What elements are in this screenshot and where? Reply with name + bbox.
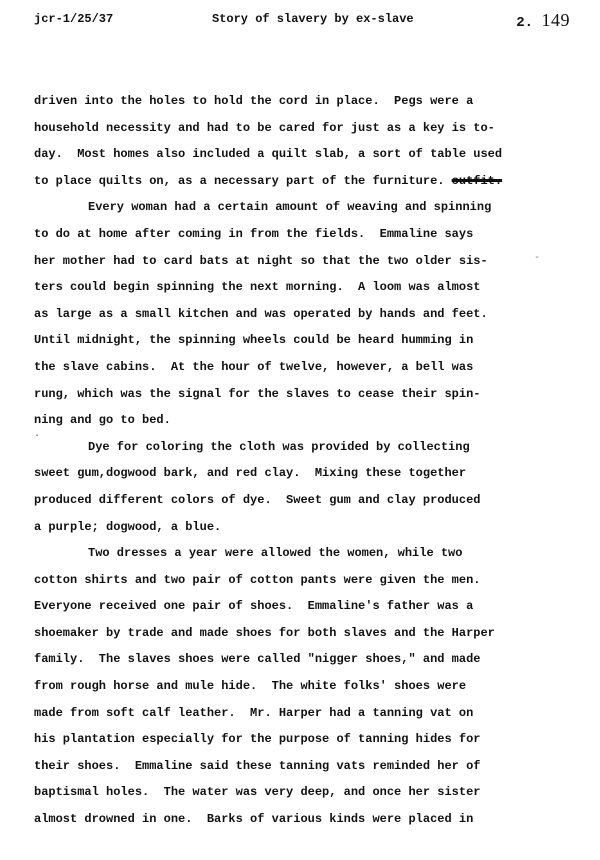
text-line bbox=[34, 301, 564, 328]
text-line bbox=[34, 726, 564, 753]
text-line bbox=[34, 354, 564, 381]
text-line bbox=[34, 88, 564, 115]
text-line-content: produced different colors of dye. Sweet gum and clay produced bbox=[34, 492, 481, 507]
text-line bbox=[34, 487, 564, 514]
body-text bbox=[34, 88, 564, 833]
text-line-content: ters could begin spinning the next morning. A loom was almost bbox=[34, 280, 481, 295]
text-line bbox=[34, 460, 564, 487]
page-number bbox=[516, 10, 570, 31]
text-line bbox=[34, 168, 564, 195]
text-line-content: Dye for coloring the cloth was provided by collecting bbox=[88, 439, 470, 454]
text-line-content: Until midnight, the spinning wheels could be heard humming in bbox=[34, 333, 474, 348]
text-line-content: family. The slaves shoes were called "nigger shoes," and made bbox=[34, 652, 481, 667]
text-line bbox=[34, 274, 564, 301]
text-line bbox=[34, 221, 564, 248]
text-line-content: baptismal holes. The water was very deep, and once her sister bbox=[34, 785, 481, 800]
text-line bbox=[34, 700, 564, 727]
text-line bbox=[34, 248, 564, 275]
text-line-content: as large as a small kitchen and was operated by hands and feet. bbox=[34, 306, 488, 321]
text-line-content: his plantation especially for the purpose of tanning hides for bbox=[34, 732, 481, 747]
text-line bbox=[34, 593, 564, 620]
text-line bbox=[34, 567, 564, 594]
header-title: Story of slavery by ex-slave bbox=[212, 12, 414, 26]
text-line-content: Everyone received one pair of shoes. Emmaline's father was a bbox=[34, 599, 474, 614]
margin-tick: · bbox=[34, 431, 41, 442]
text-line-content: from rough horse and mule hide. The white folks' shoes were bbox=[34, 679, 467, 694]
text-line bbox=[34, 327, 564, 354]
text-line-content: household necessity and had to be cared for just as a key is to- bbox=[34, 120, 495, 135]
paragraph-start-line bbox=[34, 194, 564, 221]
text-line-content: the slave cabins. At the hour of twelve, however, a bell was bbox=[34, 359, 474, 374]
text-line bbox=[34, 806, 564, 833]
text-line-content: rung, which was the signal for the slaves to cease their spin- bbox=[34, 386, 481, 401]
text-line-content: ning and go to bed. bbox=[34, 413, 171, 428]
text-line bbox=[34, 779, 564, 806]
text-line-content: Two dresses a year were allowed the women, while two bbox=[88, 546, 463, 561]
text-line-content: Every woman had a certain amount of weaving and spinning bbox=[88, 200, 492, 215]
text-line-content: sweet gum,dogwood bark, and red clay. Mixing these together bbox=[34, 466, 467, 481]
text-line-content: their shoes. Emmaline said these tanning vats reminded her of bbox=[34, 758, 481, 773]
page-number-stamp: 149 bbox=[541, 10, 570, 30]
page-header bbox=[0, 10, 600, 32]
page-prefix: 2. bbox=[516, 15, 534, 31]
text-line-content: cotton shirts and two pair of cotton pants were given the men. bbox=[34, 572, 481, 587]
text-line bbox=[34, 115, 564, 142]
text-line-content: to do at home after coming in from the fields. Emmaline says bbox=[34, 226, 474, 241]
text-line bbox=[34, 673, 564, 700]
text-line bbox=[34, 646, 564, 673]
text-line-content: made from soft calf leather. Mr. Harper had a tanning vat on bbox=[34, 705, 474, 720]
text-line bbox=[34, 407, 564, 434]
paragraph-start-line bbox=[34, 540, 564, 567]
text-line bbox=[34, 620, 564, 647]
text-line-content: day. Most homes also included a quilt slab, a sort of table used bbox=[34, 147, 503, 162]
text-line-content: shoemaker by trade and made shoes for both slaves and the Harper bbox=[34, 625, 495, 640]
text-line-content: to place quilts on, as a necessary part of the furniture. bbox=[34, 173, 445, 188]
text-line-content: a purple; dogwood, a blue. bbox=[34, 519, 222, 534]
text-line bbox=[34, 753, 564, 780]
text-line bbox=[34, 381, 564, 408]
margin-mark: - bbox=[534, 253, 541, 264]
text-line-content: her mother had to card bats at night so that the two older sis- bbox=[34, 253, 488, 268]
header-code: jcr-1/25/37 bbox=[34, 12, 114, 26]
text-line bbox=[34, 514, 564, 541]
text-line-content: almost drowned in one. Barks of various kinds were placed in bbox=[34, 812, 474, 827]
text-line-content: driven into the holes to hold the cord in place. Pegs were a bbox=[34, 94, 474, 108]
struck-out-word: outfit. bbox=[451, 173, 503, 188]
text-line bbox=[34, 141, 564, 168]
paragraph-start-line bbox=[34, 434, 564, 461]
